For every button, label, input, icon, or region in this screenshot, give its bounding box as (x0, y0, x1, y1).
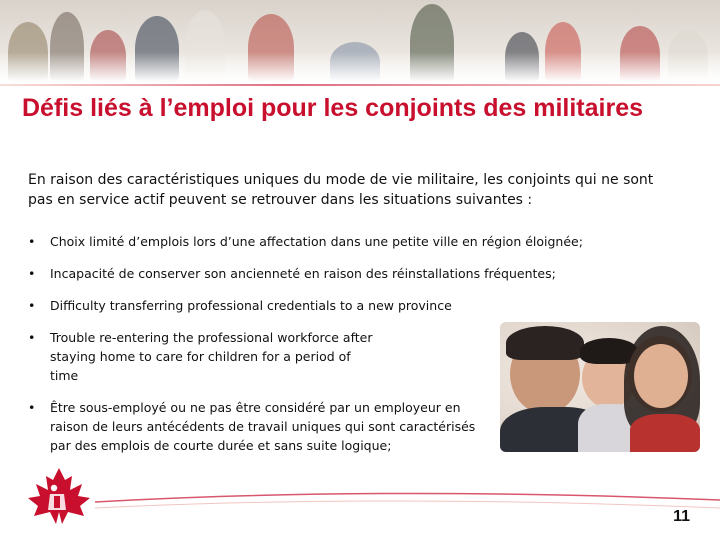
header-divider (0, 84, 720, 86)
bullet-icon: • (28, 400, 36, 415)
list-item-text: Incapacité de conserver son ancienneté en raison des réinstallations fréquentes; (50, 266, 556, 281)
list-item (28, 232, 650, 251)
family-photo (500, 322, 700, 452)
list-item-text: Choix limité d’emplois lors d’une affectation dans une petite ville en région éloignée; (50, 234, 583, 249)
bullet-icon: • (28, 234, 36, 249)
list-item-text: Difficulty transferring professional credentials to a new province (50, 298, 452, 313)
list-item (28, 296, 650, 315)
bullet-icon: • (28, 298, 36, 313)
bullet-icon: • (28, 330, 36, 345)
list-item (28, 398, 490, 455)
slide-title: Défis liés à l’emploi pour les conjoints des militaires (22, 94, 644, 122)
footer-curve (0, 480, 720, 540)
list-item-text: Être sous-employé ou ne pas être considéré par un employeur en raison de leurs antécédents de travail uniques qui sont caractérisés par des emplois de courte durée et sans suite logique; (50, 400, 476, 453)
list-item (28, 264, 650, 283)
page-number: 11 (673, 508, 690, 525)
challenges-list (28, 232, 583, 468)
maple-leaf-logo-icon (24, 466, 94, 528)
intro-paragraph: En raison des caractéristiques uniques du mode de vie militaire, les conjoints qui ne sont pas en service actif peuvent se retrouver dans les situations suivantes : (28, 172, 654, 208)
bullet-icon: • (28, 266, 36, 281)
list-item-text: Trouble re-entering the professional workforce after staying home to care for children for a period of time (50, 330, 373, 383)
header-photo-banner (0, 0, 720, 82)
list-item (28, 328, 380, 385)
